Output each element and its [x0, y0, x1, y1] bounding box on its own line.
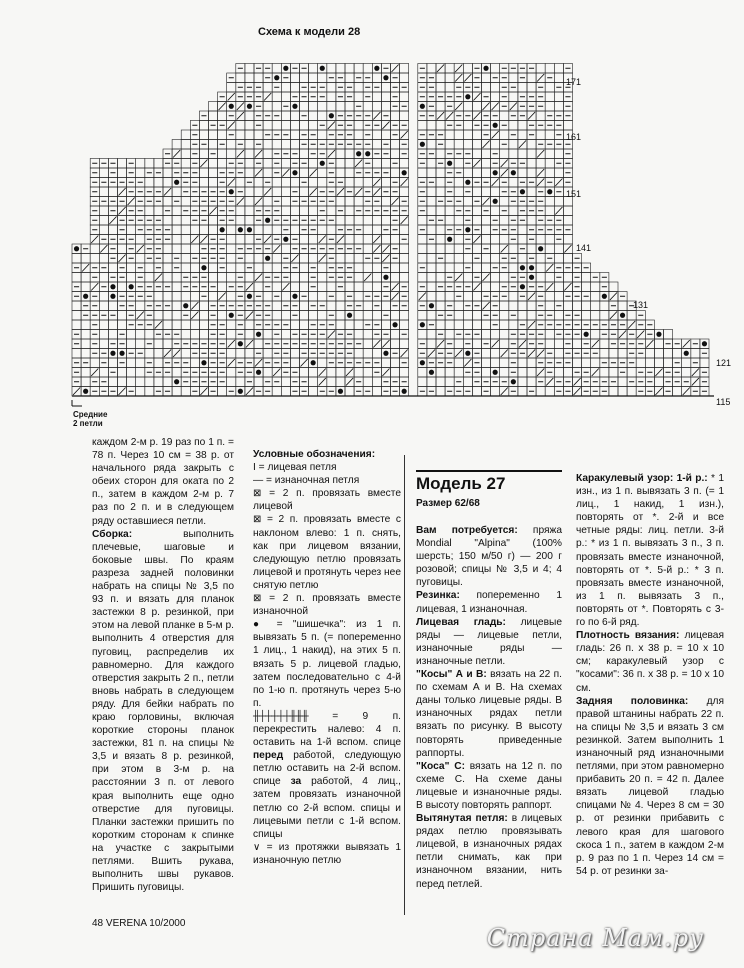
page-footer: 48 VERENA 10/2000 — [92, 918, 186, 929]
ssk-icon: ⊠ — [253, 514, 262, 526]
middle-stitches-label: Средние 2 петли — [73, 410, 108, 428]
model-size: Размер 62/68 — [416, 498, 480, 509]
legend-column: Условные обозначения: I = лицевая петля — = изнаночная петля ⊠ = 2 п. провязать вместе лицевой ⊠ = 2 п. провязать вместе с наклоном влево: 1 п. снять, как при лицевом вязании, следующую петлю провязать лицевой и протянуть через нее снятую петлю ⊠ = 2 п. провязать вместе изнаночной ● = "шишечка": из 1 п. вывязать 5 п. (= попеременно 1 лиц., 1 накид), на этих 5 п. вязать 5 р. лицевой гладью, затем последовательно с 4-й по 1-ю п. протянуть через 5-ю п. ╫┼┼┼┼┼╫╫╫ = 9 п. перекрестить налево: 4 п. оставить на 1-й вспом. спице перед работой, следующую петлю оставить на 2-й вспом. спице за работой, 4 лиц., затем провязать изнаночной петлю со 2-й вспом. спицы и лицевыми петли с 1-й вспом. спицы ∨ = из протяжки вывязать 1 изнаночную петлю — [253, 449, 401, 866]
row-number-141: 141 — [576, 243, 592, 253]
text-column-4: Каракулевый узор: 1-й р.: * 1 изн., из 1 п. вывязать 3 п. (= 1 лиц., 1 накид, 1 изн.), повторять от *. 2-й и все четные ряды: лиц. петли. 3-й р.: * из 1 п. вывязать 3 п., 3 п. провязать вместе изнаночной, повторять от *. 5-й р.: * 3 п. провязать вместе изнаночной, из 1 п. вывязать 3 п., повторять от *. Повторять с 3-го по 6-й ряд. Плотность вязания: лицевая гладь: 26 п. x 38 р. = 10 x 10 см; каракулевый узор с "косами": 36 п. x 38 р. = 10 x 10 см. Задняя половинка: для правой штанины набрать 22 п. на спицы № 3,5 и вязать 3 см резинкой. Затем выполнить 1 изнаночный ряд изнаночными петлями, при этом равномерно прибавить 20 п. = 42 п. Далее вязать лицевой гладью спицами № 4. Через 8 см = 30 р. от резинки прибавить с левого края для шагового скоса 1 п., затем в каждом 2-м р. 9 раз по 1 п. Через 14 см = 54 р. от резинки за- — [576, 473, 724, 877]
row-number-171: 171 — [566, 77, 582, 87]
column-divider — [404, 455, 405, 915]
p2tog-icon: ⊠ — [253, 593, 262, 605]
text-column-1: каждом 2-м р. 19 раз по 1 п. = 78 п. Через 10 см = 38 р. от начального ряда закрыть с обеих сторон для оката по 2 п., затем в каждом 2-м р. 7 раз по 2 п. и в следующем ряду оставшиеся петли. Сборка: выполнить плечевые, шаговые и боковые швы. По краям разреза задней половинки набрать на спицы № 3,5 по 93 п. и вязать для планок застежки 8 р. резинкой, при этом на левой планке в 5-м р. выполнить 4 отверстия для пуговиц, распределив их равномерно. Для каждого отверстия закрыть 2 п., петли вновь набрать в следующем ряду. Для бейки набрать по краю горловины, включая короткие стороны планок застежки, 81 п. на спицы № 3,5 и вязать 8 р. резинкой, при этом в 3-м р. на расстоянии 3 п. от левого края выполнить еще одно отверстие для пуговицы. Планки застежки пришить по коротким сторонам к спинке на участке с закрытыми петлями. Вшить рукава, выполнить швы рукавов. Пришить пуговицы. — [92, 437, 234, 894]
row-number-115: 115 — [716, 397, 731, 407]
chart-title: Схема к модели 28 — [258, 26, 361, 38]
bobble-icon: ● — [253, 619, 267, 631]
model-header — [416, 470, 562, 509]
text-column-3: Вам потребуется: пряжа Mondial "Alpina" (100% шерсть; 150 м/50 г) — 200 г розовой; спицы № 3,5 и 4; 4 пуговицы. Резинка: попеременно 1 лицевая, 1 изнаночная. Лицевая гладь: лицевые ряды — лицевые петли, изнаночные ряды — изнаночные петли. "Косы" А и В: вязать на 22 п. по схемам А и В. На схемах даны только лицевые ряды. В изнаночных рядах петли вязать по рисунку. В высоту повторять приведенные раппорты. "Коса" С: вязать на 12 п. по схеме С. На схеме даны лицевые и изнаночные ряды. В высоту повторять раппорт. Вытянутая петля: в лицевых рядах петлю провязывать лицевой, в изнаночных рядах петли снимать, как при изнаночном вязании, нить перед петлей. — [416, 525, 562, 890]
watermark-logo: Страна Мам.ру — [486, 924, 704, 952]
row-number-131: 131 — [633, 300, 649, 310]
cable-cross-icon: ╫┼┼┼┼┼╫╫╫ — [253, 710, 308, 722]
model-title: Модель 27 — [416, 474, 506, 493]
row-number-161: 161 — [566, 132, 582, 142]
purl-from-bar-icon: ∨ — [253, 841, 261, 853]
knitting-chart — [0, 0, 744, 420]
row-number-151: 151 — [566, 189, 582, 199]
row-number-121: 121 — [716, 358, 732, 368]
k2tog-icon: ⊠ — [253, 488, 262, 500]
